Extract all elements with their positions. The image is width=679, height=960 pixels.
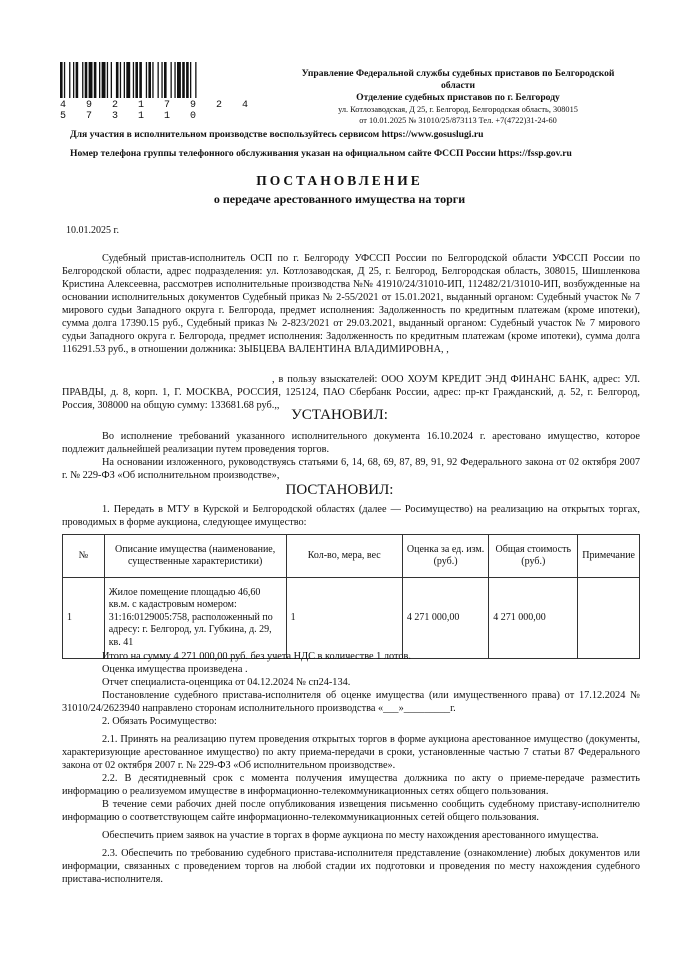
document-title: ПОСТАНОВЛЕНИЕ — [256, 173, 423, 188]
barcode-number: 4 9 2 1 7 9 2 4 5 7 3 1 1 0 — [60, 100, 256, 122]
col-header-description: Описание имущества (наименование, существенные характеристики) — [104, 535, 286, 578]
item-1-text: 1. Передать в МТУ в Курской и Белгородской областях (далее — Росимущество) на реализацию на открытых торгах, проводимых в форме аукциона, следующее имущество: — [62, 504, 640, 528]
col-header-note: Примечание — [578, 535, 640, 578]
document-reference: от 10.01.2025 № 31010/25/873113 Тел. +7(4722)31-24-60 — [359, 116, 557, 125]
intro-section — [62, 252, 640, 356]
heading-postanovil: ПОСТАНОВИЛ: — [285, 482, 394, 498]
agency-header — [298, 68, 618, 126]
report-line: Отчет специалиста-оценщика от 04.12.2024 № сп24-134. — [102, 677, 351, 688]
cell-description: Жилое помещение площадью 46,60 кв.м. с кадастровым номером: 31:16:0129005:758, расположенный по адресу: г. Белгород, ул. Губкина, д. 29, кв. 41 — [104, 578, 286, 659]
cell-qty: 1 — [286, 578, 402, 659]
cell-note — [578, 578, 640, 659]
creditor-paragraph: , в пользу взыскателей: ООО ХОУМ КРЕДИТ ЭНД ФИНАНС БАНК, адрес: УЛ. ПРАВДЫ, д. 8, корп. 1, Г. МОСКВА, РОССИЯ, 125124, ПАО Сбербанк России, адрес: пр-кт Гражданский, д. 52, г. Белгород, Россия, 308000 на общую сумму: 133681.68 руб.,, — [62, 374, 640, 411]
intro-paragraph: Судебный пристав-исполнитель ОСП по г. Белгороду УФССП России по Белгородской области УФССП России по Белгородской области, адрес подразделения: ул. Котлозаводская, Д 25, г. Белгород, Белгородская область, 308015, Шишленкова Кристина Алексеевна, рассмотрев исполнительные производства №№ 41910/24/31010-ИП, 112482/21/31010-ИП, возбужденные на основании исполнительных документов Судебный приказ № 2-55/2021 от 15.01.2021, выданный органом: Судебный участок № 7 мирового судьи Западного округа г. Белгорода, предмет исполнения: Задолженность по кредитным платежам (кроме ипотеки), сумма долга 17390.15 руб., Судебный приказ № 2-823/2021 от 29.03.2021, выданный органом: Судебный участок № 7 мирового судьи Западного округа г. Белгорода, предмет исполнения: Задолженность по кредитным платежам (кроме ипотеки), сумма долга 116291.53 руб., в отношении должника: ЗЫБЦЕВА ВАЛЕНТИНА ВЛАДИМИРОВНА, , — [62, 253, 640, 355]
col-header-total: Общая стоимость (руб.) — [489, 535, 578, 578]
ustanovil-section — [62, 430, 640, 482]
table-row — [63, 578, 640, 659]
agency-address: ул. Котлозаводская, Д 25, г. Белгород, Белгородская область, 308015 — [338, 105, 578, 114]
cell-unit-price: 4 271 000,00 — [402, 578, 488, 659]
ustanovil-paragraph-1: Во исполнение требований указанного исполнительного документа 16.10.2024 г. арестовано имущество, которое подлежит дальнейшей реализации путем проведения торгов. — [62, 431, 640, 455]
total-line: Итого на сумму 4 271 000,00 руб. без учета НДС в количестве 1 лотов. — [102, 651, 411, 662]
gosuslugi-notice: Для участия в исполнительном производстве воспользуйтесь сервисом https://www.gosuslugi.ru — [70, 129, 484, 140]
paragraph-2-2-b: В течение семи рабочих дней после опубликования извещения письменно сообщить судебному приставу-исполнителю информацию о соответствующем сайте информационно-телекоммуникационных сетей общего пользования. — [62, 799, 640, 823]
appraisal-resolution: Постановление судебного пристава-исполнителя об оценке имущества (или имущественного права) от 17.12.2024 № 31010/24/2623940 направлено сторонам исполнительного производства «___»_________г. — [62, 690, 640, 714]
oblige-line: 2. Обязать Росимущество: — [102, 716, 217, 727]
cell-total: 4 271 000,00 — [489, 578, 578, 659]
appraisal-line: Оценка имущества произведена . — [102, 664, 248, 675]
postanovil-item-1 — [62, 503, 640, 529]
paragraph-2-2-c: Обеспечить прием заявок на участие в торгах в форме аукциона по месту нахождения арестованного имущества. — [102, 830, 599, 841]
agency-name: Управление Федеральной службы судебных приставов по Белгородской области — [301, 68, 615, 91]
col-header-num: № — [63, 535, 105, 578]
paragraph-2-2: 2.2. В десятидневный срок с момента получения имущества должника по акту о приеме-передаче разместить информацию о реализуемом имуществе в информационно-телекоммуникационных сетях общего пользования. — [62, 773, 640, 797]
table-header-row — [63, 535, 640, 578]
resolution-body — [62, 650, 640, 886]
cell-num: 1 — [63, 578, 105, 659]
phone-notice: Номер телефона группы телефонного обслуживания указан на официальном сайте ФССП России https://fssp.gov.ru — [70, 148, 572, 159]
col-header-unit-price: Оценка за ед. изм. (руб.) — [402, 535, 488, 578]
col-header-qty: Кол-во, мера, вес — [286, 535, 402, 578]
document-subtitle: о передаче арестованного имущества на торги — [213, 192, 466, 206]
property-table — [62, 534, 640, 659]
document-date: 10.01.2025 г. — [66, 225, 119, 236]
paragraph-2-3: 2.3. Обеспечить по требованию судебного пристава-исполнителя представление (ознакомление) любых документов или информации, связанных с проведением торгов на любой стадии их подготовки и проведения по месту нахождения судебного пристава-исполнителя. — [62, 848, 640, 885]
heading-ustanovil: УСТАНОВИЛ: — [291, 407, 388, 423]
department-name: Отделение судебных приставов по г. Белгороду — [356, 92, 560, 103]
ustanovil-paragraph-2: На основании изложенного, руководствуясь статьями 6, 14, 68, 69, 87, 89, 91, 92 Федерального закона от 02 октября 2007 г. № 229-ФЗ «Об исполнительном производстве», — [62, 457, 640, 481]
barcode-image — [60, 62, 280, 98]
paragraph-2-1: 2.1. Принять на реализацию путем проведения открытых торгов в форме аукциона арестованное имущество (документы, характеризующие арестованное имущество) по акту приема-передачи в сроки, установленные частью 7 статьи 87 Федерального закона от 02 октября 2007 г. № 229-ФЗ «Об исполнительном производстве». — [62, 734, 640, 771]
